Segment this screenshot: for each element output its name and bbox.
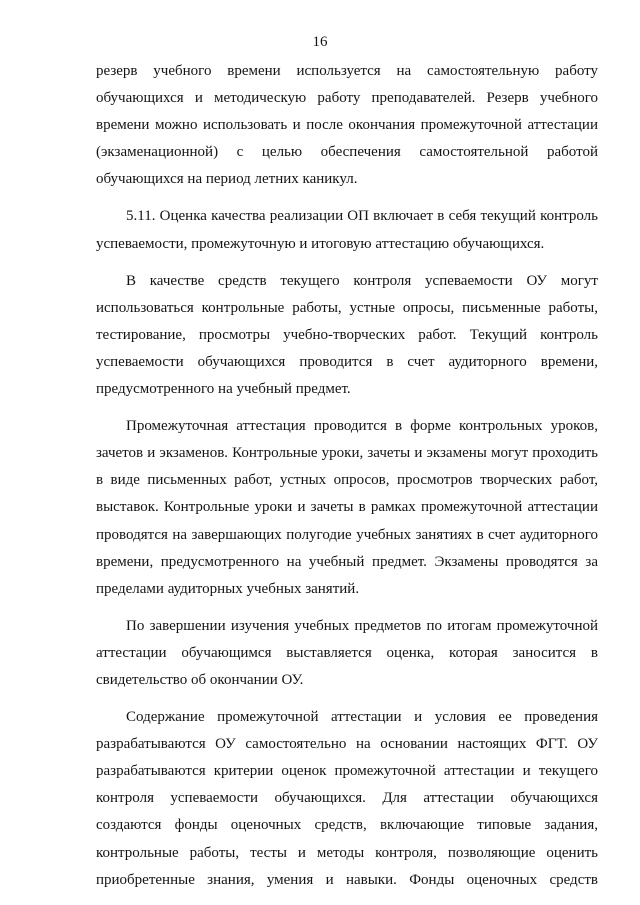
page-number: 16: [312, 34, 328, 50]
paragraph-study-time-reserve: резерв учебного времени используется на самостоятельную работу обучающихся и методическую работу преподавателей. Резерв учебного времени можно использовать и после окончания промежуточной аттестации (экзаменационной) с целью обеспечения самостоятельной работой обучающихся на период летних каникул.: [96, 63, 598, 188]
document-body: [96, 58, 598, 894]
paragraph-quality-assessment: 5.11. Оценка качества реализации ОП включает в себя текущий контроль успеваемости, промежуточную и итоговую аттестацию обучающихся.: [96, 208, 598, 252]
paragraph-attestation-content: Содержание промежуточной аттестации и условия ее проведения разрабатываются ОУ самостоятельно на основании настоящих ФГТ. ОУ разрабатываются критерии оценок промежуточной аттестации и текущего контроля успеваемости обучающихся. Для аттестации обучающихся создаются фонды оценочных средств, включающие типовые задания, контрольные работы, тесты и методы контроля, позволяющие оценить приобретенные знания, умения и навыки. Фонды оценочных средств: [96, 709, 598, 888]
paragraph-intermediate-attestation: Промежуточная аттестация проводится в форме контрольных уроков, зачетов и экзаменов. Контрольные уроки, зачеты и экзамены могут проходить в виде письменных работ, устных опросов, просмотров творческих работ, выставок. Контрольные уроки и зачеты в рамках промежуточной аттестации проводятся на завершающих полугодие учебных занятиях в счет аудиторного времени, предусмотренного на учебный предмет. Экзамены проводятся за пределами аудиторных учебных занятий.: [96, 418, 598, 597]
paragraph-current-control: В качестве средств текущего контроля успеваемости ОУ могут использоваться контрольные работы, устные опросы, письменные работы, тестирование, просмотры учебно-творческих работ. Текущий контроль успеваемости обучающихся проводится в счет аудиторного времени, предусмотренного на учебный предмет.: [96, 272, 598, 398]
paragraph-grade-certificate: По завершении изучения учебных предметов по итогам промежуточной аттестации обучающимся выставляется оценка, которая заносится в свидетельство об окончании ОУ.: [96, 617, 598, 688]
